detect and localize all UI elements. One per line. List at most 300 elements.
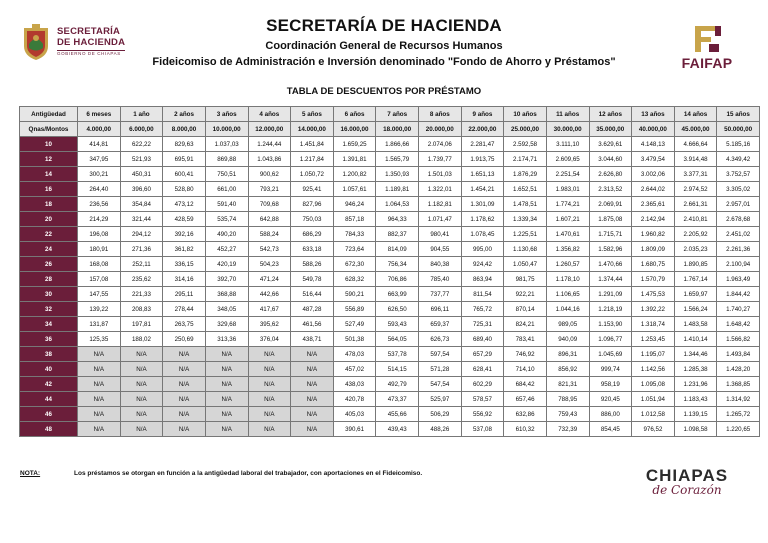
column-header: 12 años [589,107,632,122]
discount-cell: N/A [78,422,121,437]
quincenas-cell: 32 [20,302,78,317]
discount-cell: 1.739,77 [419,152,462,167]
discount-cell: 1.570,79 [632,272,675,287]
discount-cell: 1.106,65 [546,287,589,302]
discount-cell: 376,04 [248,332,291,347]
discount-cell: 556,92 [461,407,504,422]
discount-cell: 628,32 [333,272,376,287]
discount-cell: 438,03 [333,377,376,392]
discount-cell: 684,42 [504,377,547,392]
discount-cell: 2.313,52 [589,182,632,197]
discount-cell: 439,43 [376,422,419,437]
discount-cell: 556,89 [333,302,376,317]
discount-cell: N/A [78,392,121,407]
discount-cell: 450,31 [120,167,163,182]
chiapas-logo [632,466,742,497]
discount-cell: 1.339,34 [504,212,547,227]
discount-cell: 1.050,72 [291,167,334,182]
discount-cell: 347,95 [78,152,121,167]
discount-cell: 236,56 [78,197,121,212]
discount-cell: 131,87 [78,317,121,332]
table-row [20,422,760,437]
discount-cell: 857,18 [333,212,376,227]
discount-cell: 300,21 [78,167,121,182]
discount-cell: 414,81 [78,137,121,152]
discount-cell: 157,08 [78,272,121,287]
discount-cell: 633,18 [291,242,334,257]
discount-cell: 657,29 [461,347,504,362]
discount-cell: 235,62 [120,272,163,287]
discount-cell: N/A [291,362,334,377]
amounts-row [20,122,760,137]
table-row [20,287,760,302]
discount-cell: 824,21 [504,317,547,332]
table-row [20,317,760,332]
discount-cell: 1.153,90 [589,317,632,332]
discount-cell: 1.809,09 [632,242,675,257]
page-subtitle-2: Fideicomiso de Administración e Inversión denominado "Fondo de Ahorro y Préstamos" [152,56,616,68]
discount-cell: N/A [205,362,248,377]
discount-cell: 2.100,94 [717,257,760,272]
discount-cell: 2.410,81 [674,212,717,227]
column-header: 10 años [504,107,547,122]
discount-cell: N/A [163,347,206,362]
discount-cell: 1.057,61 [333,182,376,197]
discount-cell: 295,11 [163,287,206,302]
discount-cell: 428,59 [163,212,206,227]
discount-cell: 725,31 [461,317,504,332]
discount-cell: 2.174,71 [504,152,547,167]
footnote-label: NOTA: [20,470,41,477]
discount-cell: 632,86 [504,407,547,422]
discount-cell: 549,78 [291,272,334,287]
logo-line2: DE HACIENDA [57,36,126,48]
quincenas-cell: 38 [20,347,78,362]
table-row [20,272,760,287]
discount-cell: 139,22 [78,302,121,317]
discount-cell: 168,08 [78,257,121,272]
discount-cell: 417,67 [248,302,291,317]
quincenas-cell: 10 [20,137,78,152]
discount-cell: 920,45 [589,392,632,407]
discount-cell: 788,95 [546,392,589,407]
amount-header: 6.000,00 [120,122,163,137]
discount-cell: N/A [291,407,334,422]
discount-cell: 5.185,16 [717,137,760,152]
discount-cell: 368,88 [205,287,248,302]
quincenas-cell: 24 [20,242,78,257]
discount-cell: N/A [78,407,121,422]
discount-cell: 588,26 [291,257,334,272]
discount-cell: 1.231,96 [674,377,717,392]
discount-cell: 4.666,64 [674,137,717,152]
discount-cell: 1.876,29 [504,167,547,182]
discount-cell: 821,31 [546,377,589,392]
discount-cell: 737,77 [419,287,462,302]
discount-cell: 626,73 [419,332,462,347]
quincenas-cell: 12 [20,152,78,167]
discount-cell: 125,35 [78,332,121,347]
discount-cell: 989,05 [546,317,589,332]
discount-cell: 1.493,84 [717,347,760,362]
amount-header: 10.000,00 [205,122,248,137]
discount-table [19,106,760,437]
discount-cell: 2.626,80 [589,167,632,182]
discount-cell: 964,33 [376,212,419,227]
discount-cell: 642,88 [248,212,291,227]
discount-cell: 263,75 [163,317,206,332]
discount-cell: 1.344,46 [674,347,717,362]
discount-cell: 2.678,68 [717,212,760,227]
discount-cell: N/A [78,347,121,362]
discount-cell: N/A [248,392,291,407]
quincenas-cell: 48 [20,422,78,437]
document-header [120,16,648,68]
amount-header: 30.000,00 [546,122,589,137]
discount-cell: 3.044,60 [589,152,632,167]
discount-cell: 976,52 [632,422,675,437]
discount-cell: 504,23 [248,257,291,272]
column-header: 6 años [333,107,376,122]
chiapas-wordmark: CHIAPAS [645,466,729,485]
discount-cell: 999,74 [589,362,632,377]
discount-cell: 250,69 [163,332,206,347]
quincenas-cell: 28 [20,272,78,287]
discount-cell: 1.078,45 [461,227,504,242]
amount-header: 18.000,00 [376,122,419,137]
discount-cell: 1.050,47 [504,257,547,272]
amount-header: 22.000,00 [461,122,504,137]
table-row [20,332,760,347]
discount-cell: 1.478,51 [504,197,547,212]
discount-cell: 1.454,21 [461,182,504,197]
discount-cell: 602,29 [461,377,504,392]
table-row [20,242,760,257]
discount-cell: 870,14 [504,302,547,317]
discount-cell: 1.350,93 [376,167,419,182]
discount-cell: 442,66 [248,287,291,302]
discount-cell: 750,51 [205,167,248,182]
discount-cell: N/A [120,362,163,377]
discount-cell: 1.178,62 [461,212,504,227]
discount-cell: 314,16 [163,272,206,287]
table-row [20,407,760,422]
secretaria-hacienda-logo [20,22,125,62]
discount-cell: 1.244,44 [248,137,291,152]
column-header: 4 años [248,107,291,122]
discount-cell: 628,41 [461,362,504,377]
discount-cell: 1.285,38 [674,362,717,377]
discount-cell: 361,82 [163,242,206,257]
amount-header: 16.000,00 [333,122,376,137]
discount-cell: 348,05 [205,302,248,317]
discount-cell: 600,41 [163,167,206,182]
discount-cell: 1.314,92 [717,392,760,407]
discount-cell: 759,43 [546,407,589,422]
column-header: 6 meses [78,107,121,122]
amount-header: 20.000,00 [419,122,462,137]
discount-cell: 3.752,57 [717,167,760,182]
discount-cell: 1.096,77 [589,332,632,347]
discount-cell: 1.225,51 [504,227,547,242]
discount-cell: 3.111,10 [546,137,589,152]
discount-cell: N/A [120,407,163,422]
quincenas-cell: 18 [20,197,78,212]
discount-cell: 672,30 [333,257,376,272]
discount-cell: 840,38 [419,257,462,272]
discount-cell: 1.043,86 [248,152,291,167]
discount-cell: 940,09 [546,332,589,347]
discount-cell: 2.074,06 [419,137,462,152]
discount-cell: 313,36 [205,332,248,347]
amount-header: 50.000,00 [717,122,760,137]
discount-cell: 1.195,07 [632,347,675,362]
discount-cell: 547,54 [419,377,462,392]
discount-cell: 588,24 [248,227,291,242]
discount-cell: 1.142,56 [632,362,675,377]
discount-cell: 1.960,82 [632,227,675,242]
discount-cell: 863,94 [461,272,504,287]
discount-cell: 1.913,75 [461,152,504,167]
discount-cell: 811,54 [461,287,504,302]
discount-cell: 252,11 [120,257,163,272]
discount-cell: 750,03 [291,212,334,227]
discount-cell: 1.291,09 [589,287,632,302]
discount-cell: 354,84 [120,197,163,212]
discount-cell: 1.410,14 [674,332,717,347]
discount-cell: 2.451,02 [717,227,760,242]
discount-cell: 1.260,57 [546,257,589,272]
discount-cell: 488,26 [419,422,462,437]
column-header: 3 años [205,107,248,122]
discount-cell: 452,27 [205,242,248,257]
discount-cell: 197,81 [120,317,163,332]
discount-cell: N/A [120,347,163,362]
discount-cell: 461,56 [291,317,334,332]
table-row [20,212,760,227]
quincenas-cell: 36 [20,332,78,347]
table-row [20,227,760,242]
column-header: 1 año [120,107,163,122]
discount-cell: 765,72 [461,302,504,317]
discount-cell: 1.217,84 [291,152,334,167]
discount-cell: 278,44 [163,302,206,317]
quincenas-cell: 14 [20,167,78,182]
column-header: 2 años [163,107,206,122]
discount-cell: 1.648,42 [717,317,760,332]
discount-cell: 420,78 [333,392,376,407]
discount-cell: N/A [291,422,334,437]
discount-cell: 4.349,42 [717,152,760,167]
discount-cell: 1.368,85 [717,377,760,392]
discount-cell: 925,41 [291,182,334,197]
discount-cell: 622,22 [120,137,163,152]
coat-of-arms-icon [20,22,52,62]
discount-cell: 995,00 [461,242,504,257]
discount-cell: 922,21 [504,287,547,302]
discount-cell: 264,40 [78,182,121,197]
discount-cell: 471,24 [248,272,291,287]
discount-cell: 869,88 [205,152,248,167]
discount-cell: 1.391,81 [333,152,376,167]
discount-cell: 528,80 [163,182,206,197]
discount-cell: 405,03 [333,407,376,422]
discount-cell: N/A [205,392,248,407]
discount-cell: 516,44 [291,287,334,302]
quincenas-cell: 30 [20,287,78,302]
discount-cell: 1.428,20 [717,362,760,377]
discount-cell: 1.890,85 [674,257,717,272]
discount-cell: 294,12 [120,227,163,242]
discount-cell: 578,57 [461,392,504,407]
discount-cell: 196,08 [78,227,121,242]
discount-cell: 1.139,15 [674,407,717,422]
discount-cell: 783,41 [504,332,547,347]
quincenas-cell: 42 [20,377,78,392]
footnote-text: Los préstamos se otorgan en función a la antigüedad laboral del trabajador, con aportaciones en el Fideicomiso. [74,470,423,477]
discount-cell: 900,62 [248,167,291,182]
amount-header: 8.000,00 [163,122,206,137]
discount-cell: 591,40 [205,197,248,212]
discount-cell: N/A [205,422,248,437]
discount-cell: 336,15 [163,257,206,272]
discount-cell: N/A [291,392,334,407]
discount-cell: 214,29 [78,212,121,227]
column-header: 9 años [461,107,504,122]
amount-header: 14.000,00 [291,122,334,137]
discount-cell: 597,54 [419,347,462,362]
discount-cell: 535,74 [205,212,248,227]
discount-cell: 537,08 [461,422,504,437]
discount-cell: 1.200,82 [333,167,376,182]
column-header: 13 años [632,107,675,122]
discount-cell: 1.715,71 [589,227,632,242]
column-header: 8 años [419,107,462,122]
discount-cell: 2.592,58 [504,137,547,152]
table-row [20,152,760,167]
discount-cell: 827,96 [291,197,334,212]
quincenas-cell: 46 [20,407,78,422]
discount-cell: 695,91 [163,152,206,167]
table-row [20,362,760,377]
column-header: 14 años [674,107,717,122]
discount-cell: N/A [291,347,334,362]
discount-cell: 478,03 [333,347,376,362]
discount-cell: 1.071,47 [419,212,462,227]
discount-cell: 2.365,61 [632,197,675,212]
discount-cell: 457,02 [333,362,376,377]
discount-cell: 793,21 [248,182,291,197]
discount-cell: 1.130,68 [504,242,547,257]
discount-cell: 2.609,65 [546,152,589,167]
discount-cell: 180,91 [78,242,121,257]
discount-cell: 1.095,08 [632,377,675,392]
discount-cell: 3.914,48 [674,152,717,167]
discount-cell: 473,37 [376,392,419,407]
footnote [20,470,422,477]
discount-cell: 829,63 [163,137,206,152]
discount-cell: 1.774,21 [546,197,589,212]
discount-cell: 1.607,21 [546,212,589,227]
discount-cell: 1.374,44 [589,272,632,287]
discount-cell: 1.566,82 [717,332,760,347]
table-title: TABLA DE DESCUENTOS POR PRÉSTAMO [286,86,482,97]
discount-cell: 1.565,79 [376,152,419,167]
discount-cell: 392,16 [163,227,206,242]
discount-cell: N/A [120,422,163,437]
discount-cell: 390,61 [333,422,376,437]
table-row [20,302,760,317]
discount-cell: N/A [205,377,248,392]
discount-cell: 590,21 [333,287,376,302]
discount-cell: 1.501,03 [419,167,462,182]
quincenas-cell: 16 [20,182,78,197]
discount-cell: 492,79 [376,377,419,392]
column-header: 11 años [546,107,589,122]
discount-cell: 1.265,72 [717,407,760,422]
faifap-mark-icon [685,24,729,54]
discount-cell: 396,60 [120,182,163,197]
column-header: Antigüedad [20,107,78,122]
discount-cell: 395,62 [248,317,291,332]
discount-cell: 1.064,53 [376,197,419,212]
logo-line3: GOBIERNO DE CHIAPAS [57,50,125,57]
quincenas-cell: 20 [20,212,78,227]
discount-cell: 473,12 [163,197,206,212]
discount-cell: 1.301,09 [461,197,504,212]
discount-cell: 958,19 [589,377,632,392]
table-row [20,257,760,272]
discount-cell: 321,44 [120,212,163,227]
discount-cell: 696,11 [419,302,462,317]
discount-cell: 732,39 [546,422,589,437]
discount-cell: N/A [163,422,206,437]
discount-cell: 1.652,51 [504,182,547,197]
discount-cell: 657,46 [504,392,547,407]
quincenas-cell: 40 [20,362,78,377]
amount-header: 25.000,00 [504,122,547,137]
discount-cell: 1.044,16 [546,302,589,317]
discount-cell: 593,43 [376,317,419,332]
quincenas-cell: 44 [20,392,78,407]
discount-cell: N/A [78,377,121,392]
table-row [20,137,760,152]
amount-header: 45.000,00 [674,122,717,137]
discount-cell: 746,92 [504,347,547,362]
discount-cell: 2.035,23 [674,242,717,257]
discount-cell: 571,28 [419,362,462,377]
discount-cell: 714,10 [504,362,547,377]
discount-cell: 221,33 [120,287,163,302]
discount-cell: 1.183,43 [674,392,717,407]
discount-cell: 659,37 [419,317,462,332]
amount-header: Qnas/Montos [20,122,78,137]
discount-cell: N/A [248,422,291,437]
discount-cell: 537,78 [376,347,419,362]
discount-cell: 542,73 [248,242,291,257]
page-subtitle: Coordinación General de Recursos Humanos [265,40,503,52]
amount-header: 40.000,00 [632,122,675,137]
table-row [20,167,760,182]
discount-cell: 271,36 [120,242,163,257]
discount-cell: 856,92 [546,362,589,377]
discount-cell: 1.098,58 [674,422,717,437]
discount-cell: 1.356,82 [546,242,589,257]
discount-cell: N/A [248,347,291,362]
discount-cell: 2.142,94 [632,212,675,227]
discount-cell: 896,31 [546,347,589,362]
discount-cell: 3.479,54 [632,152,675,167]
